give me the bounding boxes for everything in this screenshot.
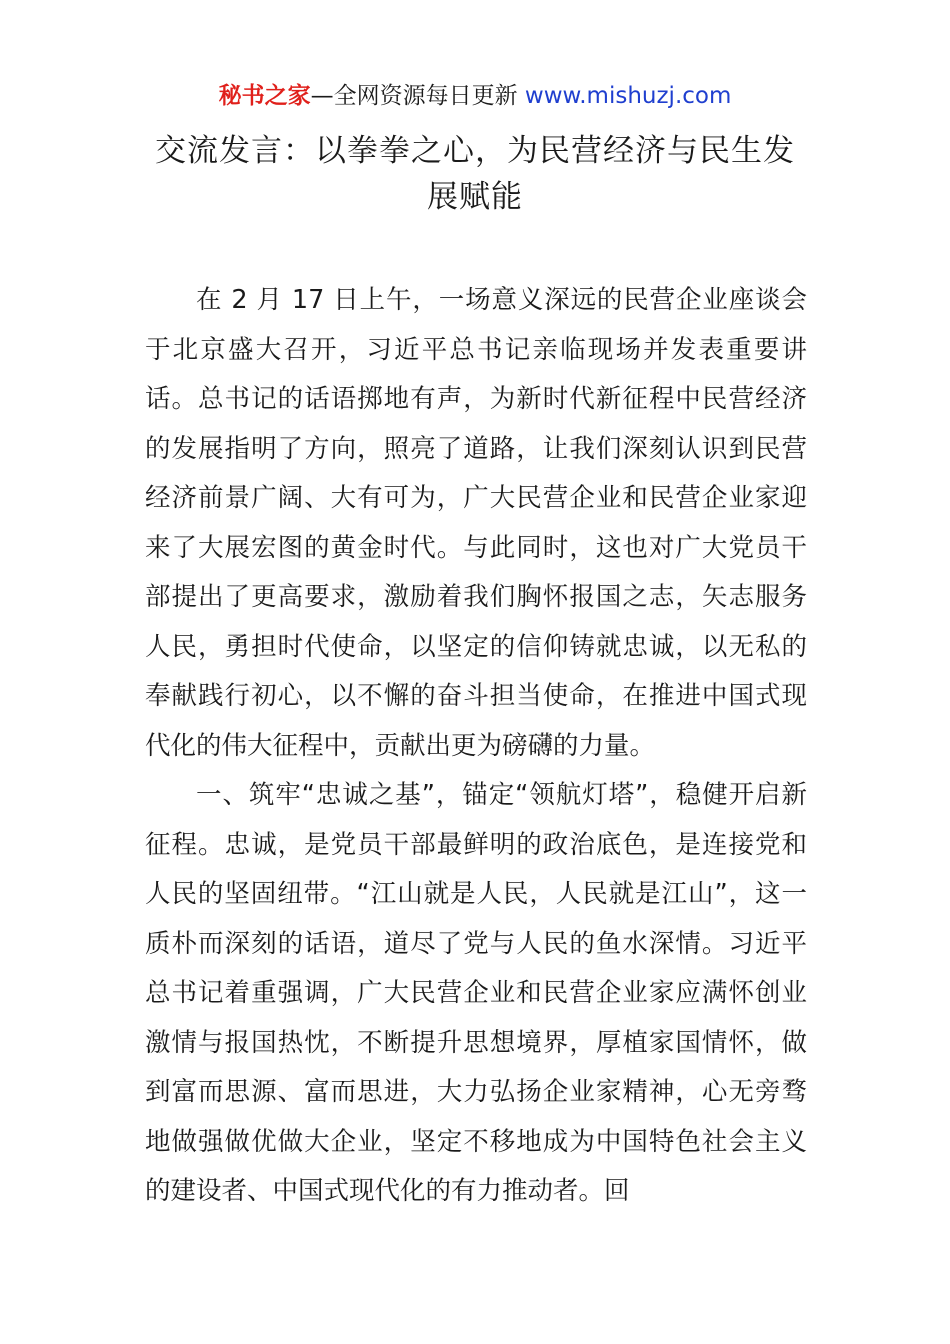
site-brand: 秘书之家 — [218, 83, 311, 109]
paragraph: 一、筑牢“忠诚之基”，锚定“领航灯塔”，稳健开启新征程。忠诚，是党员干部最鲜明的政治底色，是连接党和人民的坚固纽带。“江山就是人民，人民就是江山”，这一质朴而深刻的话语，道尽了党与人民的鱼水深情。习近平总书记着重强调，广大民营企业和民营企业家应满怀创业激情与报国热忱，不断提升思想境界，厚植家国情怀，做到富而思源、富而思进，大力弘扬企业家精神，心无旁骛地做强做优做大企业，坚定不移地成为中国特色社会主义的建设者、中国式现代化的有力推动者。回 — [145, 780, 807, 1206]
site-header — [0, 80, 950, 112]
site-url-link[interactable]: www.mishuzj.com — [524, 83, 732, 109]
document-title: 交流发言：以拳拳之心，为民营经济与民生发展赋能 — [155, 133, 795, 215]
paragraph: 在 2 月 17 日上午，一场意义深远的民营企业座谈会于北京盛大召开，习近平总书记亲临现场并发表重要讲话。总书记的话语掷地有声，为新时代新征程中民营经济的发展指明了方向，照亮了道路，让我们深刻认识到民营经济前景广阔、大有可为，广大民营企业和民营企业家迎来了大展宏图的黄金时代。与此同时，这也对广大党员干部提出了更高要求，激励着我们胸怀报国之志，矢志服务人民，勇担时代使命，以坚定的信仰铸就忠诚，以无私的奉献践行初心，以不懈的奋斗担当使命，在推进中国式现代化的伟大征程中，贡献出更为磅礴的力量。 — [145, 285, 807, 761]
document-body — [145, 276, 807, 1217]
site-tagline: —全网资源每日更新 — [310, 83, 525, 109]
